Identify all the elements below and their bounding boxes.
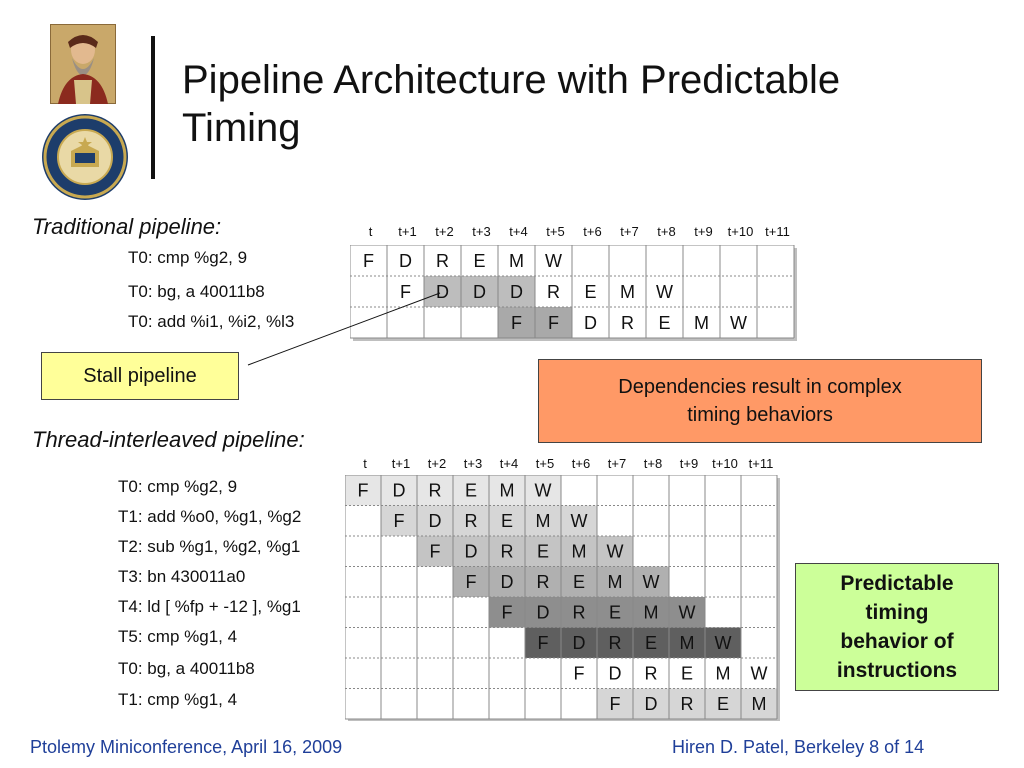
interleaved-stage-r5c7: R xyxy=(608,633,622,654)
traditional-tick-0: t xyxy=(368,224,373,239)
interleaved-stage-r0c2: R xyxy=(428,480,442,501)
interleaved-stage-r3c5: R xyxy=(536,572,550,593)
predictable-line-3: behavior of xyxy=(840,630,954,653)
traditional-stage-r0c0: F xyxy=(363,250,374,271)
predictable-timing-callout xyxy=(795,563,999,691)
footer-event: Ptolemy Miniconference, April 16, 2009 xyxy=(30,737,343,757)
interleaved-stage-r1c2: D xyxy=(428,511,442,532)
slide-title xyxy=(182,56,942,152)
traditional-stage-r0c5: W xyxy=(545,250,562,271)
thread-interleaved-pipeline-label: Thread-interleaved pipeline: xyxy=(32,427,305,452)
interleaved-tick-4: t+4 xyxy=(499,456,519,471)
interleaved-stage-r2c4: R xyxy=(500,541,514,562)
traditional-tick-11: t+11 xyxy=(765,224,790,239)
traditional-tick-4: t+4 xyxy=(509,224,528,239)
interleaved-instruction-0: T0: cmp %g2, 9 xyxy=(118,477,238,496)
traditional-stage-r0c1: D xyxy=(399,250,412,271)
interleaved-tick-7: t+7 xyxy=(607,456,627,471)
interleaved-stage-r6c9: E xyxy=(680,663,694,684)
interleaved-stage-r1c4: E xyxy=(500,511,514,532)
interleaved-tick-5: t+5 xyxy=(535,456,555,471)
interleaved-stage-r3c7: M xyxy=(607,572,623,593)
traditional-stage-r1c8: W xyxy=(656,281,673,302)
interleaved-instruction-7: T1: cmp %g1, 4 xyxy=(118,690,238,709)
interleaved-stage-r4c6: R xyxy=(572,602,586,623)
traditional-pipeline-label: Traditional pipeline: xyxy=(32,214,222,239)
traditional-tick-10: t+10 xyxy=(727,224,754,239)
interleaved-stage-r1c1: F xyxy=(393,511,405,532)
traditional-tick-7: t+7 xyxy=(620,224,639,239)
interleaved-stage-r5c5: F xyxy=(537,633,549,654)
interleaved-stage-r3c3: F xyxy=(465,572,477,593)
interleaved-stage-r4c9: W xyxy=(678,602,696,623)
interleaved-stage-r6c11: W xyxy=(750,663,768,684)
portrait-image xyxy=(50,24,116,104)
interleaved-stage-r7c10: E xyxy=(716,694,730,715)
traditional-tick-8: t+8 xyxy=(657,224,676,239)
title-divider xyxy=(151,36,155,179)
interleaved-stage-r3c6: E xyxy=(572,572,586,593)
interleaved-tick-10: t+10 xyxy=(712,456,738,471)
footer-author-page: Hiren D. Patel, Berkeley 8 of 14 xyxy=(672,737,925,757)
traditional-stage-r1c2: D xyxy=(436,281,449,302)
interleaved-stage-r0c3: E xyxy=(464,480,478,501)
interleaved-stage-r0c1: D xyxy=(392,480,406,501)
dependencies-line-2: timing behaviors xyxy=(687,404,833,426)
interleaved-tick-0: t xyxy=(363,456,367,471)
traditional-stage-r2c8: E xyxy=(658,312,671,333)
interleaved-stage-r4c5: D xyxy=(536,602,550,623)
interleaved-stage-r0c4: M xyxy=(499,480,515,501)
interleaved-stage-r0c0: F xyxy=(357,480,369,501)
interleaved-stage-r7c9: R xyxy=(680,694,694,715)
stall-pipeline-callout: Stall pipeline xyxy=(41,352,239,400)
interleaved-stage-r4c8: M xyxy=(643,602,659,623)
traditional-instruction-0: T0: cmp %g2, 9 xyxy=(128,248,248,267)
interleaved-instruction-5: T5: cmp %g1, 4 xyxy=(118,627,238,646)
traditional-stage-r2c4: F xyxy=(511,312,522,333)
interleaved-stage-r2c6: M xyxy=(571,541,587,562)
traditional-tick-5: t+5 xyxy=(546,224,565,239)
interleaved-pipeline-grid xyxy=(345,475,785,721)
interleaved-stage-r2c3: D xyxy=(464,541,478,562)
interleaved-stage-r5c9: M xyxy=(679,633,695,654)
interleaved-tick-11: t+11 xyxy=(748,456,774,471)
interleaved-stage-r4c7: E xyxy=(608,602,622,623)
traditional-stage-r2c5: F xyxy=(548,312,559,333)
traditional-tick-9: t+9 xyxy=(694,224,713,239)
traditional-tick-3: t+3 xyxy=(472,224,491,239)
interleaved-stage-r0c5: W xyxy=(534,480,552,501)
interleaved-stage-r4c4: F xyxy=(501,602,513,623)
interleaved-instruction-4: T4: ld [ %fp + -12 ], %g1 xyxy=(118,597,301,616)
interleaved-tick-9: t+9 xyxy=(679,456,699,471)
traditional-stage-r2c10: W xyxy=(730,312,747,333)
traditional-instruction-1: T0: bg, a 40011b8 xyxy=(128,282,265,301)
interleaved-tick-8: t+8 xyxy=(643,456,663,471)
interleaved-stage-r3c4: D xyxy=(500,572,514,593)
interleaved-stage-r1c6: W xyxy=(570,511,588,532)
traditional-stage-r0c2: R xyxy=(436,250,449,271)
traditional-stage-r1c4: D xyxy=(510,281,523,302)
traditional-stage-r1c3: D xyxy=(473,281,486,302)
university-seal-image xyxy=(40,113,130,201)
traditional-stage-r1c6: E xyxy=(584,281,597,302)
traditional-stage-r2c6: D xyxy=(584,312,597,333)
interleaved-stage-r3c8: W xyxy=(642,572,660,593)
predictable-line-1: Predictable xyxy=(840,572,954,595)
traditional-instruction-2: T0: add %i1, %i2, %l3 xyxy=(128,312,295,331)
interleaved-stage-r2c5: E xyxy=(536,541,550,562)
interleaved-stage-r2c7: W xyxy=(606,541,624,562)
dependencies-callout xyxy=(538,359,982,443)
interleaved-stage-r1c3: R xyxy=(464,511,478,532)
title-line-1: Pipeline Architecture with Predictable xyxy=(182,58,841,102)
interleaved-stage-r5c6: D xyxy=(572,633,586,654)
interleaved-stage-r6c8: R xyxy=(644,663,658,684)
interleaved-instruction-2: T2: sub %g1, %g2, %g1 xyxy=(118,537,301,556)
interleaved-stage-r1c5: M xyxy=(535,511,551,532)
interleaved-instruction-6: T0: bg, a 40011b8 xyxy=(118,659,255,678)
predictable-line-4: instructions xyxy=(836,659,958,682)
interleaved-tick-1: t+1 xyxy=(391,456,411,471)
stall-connector-line xyxy=(240,285,450,375)
interleaved-stage-r6c7: D xyxy=(608,663,622,684)
traditional-tick-1: t+1 xyxy=(398,224,417,239)
traditional-tick-2: t+2 xyxy=(435,224,454,239)
traditional-stage-r1c1: F xyxy=(400,281,411,302)
traditional-stage-r1c7: M xyxy=(620,281,635,302)
dependencies-line-1: Dependencies result in complex xyxy=(618,376,902,398)
interleaved-instruction-1: T1: add %o0, %g1, %g2 xyxy=(118,507,302,526)
interleaved-stage-r7c7: F xyxy=(609,694,621,715)
traditional-stage-r2c9: M xyxy=(694,312,709,333)
interleaved-stage-r7c8: D xyxy=(644,694,658,715)
interleaved-stage-r6c6: F xyxy=(573,663,585,684)
interleaved-stage-r5c10: W xyxy=(714,633,732,654)
interleaved-stage-r5c8: E xyxy=(644,633,658,654)
interleaved-stage-r2c2: F xyxy=(429,541,441,562)
traditional-tick-6: t+6 xyxy=(583,224,602,239)
interleaved-stage-r7c11: M xyxy=(751,694,767,715)
traditional-stage-r2c7: R xyxy=(621,312,634,333)
traditional-stage-r0c4: M xyxy=(509,250,524,271)
interleaved-tick-2: t+2 xyxy=(427,456,447,471)
interleaved-instruction-3: T3: bn 430011a0 xyxy=(118,567,246,586)
interleaved-tick-3: t+3 xyxy=(463,456,483,471)
traditional-stage-r1c5: R xyxy=(547,281,560,302)
predictable-line-2: timing xyxy=(865,601,929,624)
traditional-stage-r0c3: E xyxy=(473,250,486,271)
interleaved-stage-r6c10: M xyxy=(715,663,731,684)
title-line-2: Timing xyxy=(182,106,301,150)
interleaved-tick-6: t+6 xyxy=(571,456,591,471)
